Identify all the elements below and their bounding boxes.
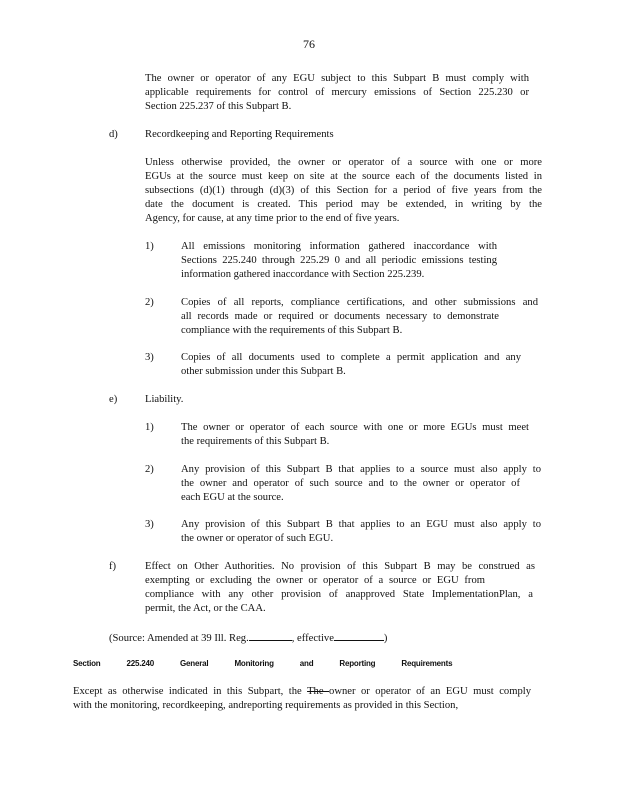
subsection-d-marker: d) bbox=[109, 129, 118, 140]
item-e3-marker: 3) bbox=[145, 519, 154, 530]
text-line: date the document is created. This period may be extended, in writing by the bbox=[145, 199, 542, 210]
text-line: exempting or excluding the owner or operator of a source or EGU from bbox=[145, 575, 485, 586]
text-line: The owner or operator of any EGU subject to this Subpart B must comply with bbox=[145, 73, 529, 84]
text-fragment: owner or operator of an EGU must comply bbox=[329, 686, 532, 697]
text-line: Sections 225.240 through 225.29 0 and all periodic emissions testing bbox=[181, 255, 497, 266]
text-line: compliance with any other provision of anapproved State ImplementationPlan, a bbox=[145, 589, 533, 600]
source-note-middle: , effective bbox=[291, 633, 334, 644]
source-note bbox=[109, 629, 387, 646]
item-e3-text bbox=[181, 518, 541, 546]
text-line: The owner or operator of each source with one or more EGUs must meet bbox=[181, 422, 529, 433]
text-line: Effect on Other Authorities. No provision of this Subpart B may be construed as bbox=[145, 561, 535, 572]
item-e1-marker: 1) bbox=[145, 422, 154, 433]
text-line: the owner or operator of such EGU. bbox=[181, 533, 334, 544]
text-fragment: Except as otherwise indicated in this Subpart, the bbox=[73, 686, 308, 697]
item-e2-marker: 2) bbox=[145, 464, 154, 475]
section-heading-part: Requirements bbox=[401, 659, 453, 668]
text-line: Copies of all documents used to complete a permit application and any bbox=[181, 352, 521, 363]
section-heading-part: Section bbox=[73, 659, 101, 668]
item-d3-text bbox=[181, 351, 521, 379]
intro-paragraph bbox=[145, 72, 529, 114]
text-line: Copies of all reports, compliance certifications, and other submissions and bbox=[181, 297, 538, 308]
item-d1-text bbox=[181, 240, 497, 282]
source-note-prefix: (Source: Amended at 39 Ill. Reg. bbox=[109, 633, 249, 644]
text-line: each EGU at the source. bbox=[181, 492, 284, 503]
source-note-suffix: ) bbox=[383, 633, 388, 644]
text-line bbox=[73, 685, 531, 699]
item-e2-text bbox=[181, 463, 541, 505]
struck-text: The bbox=[307, 686, 330, 697]
text-line: Agency, for cause, at any time prior to the end of five years. bbox=[145, 213, 400, 224]
text-line: subsections (d)(1) through (d)(3) of this Section for a period of five years from the bbox=[145, 185, 542, 196]
text-line: permit, the Act, or the CAA. bbox=[145, 603, 266, 614]
text-line: other submission under this Subpart B. bbox=[181, 366, 346, 377]
text-line: Section 225.237 of this Subpart B. bbox=[145, 101, 292, 112]
text-line: Unless otherwise provided, the owner or operator of a source with one or more bbox=[145, 157, 542, 168]
text-line: Any provision of this Subpart B that applies to a source must also apply to bbox=[181, 464, 541, 475]
item-d1-marker: 1) bbox=[145, 241, 154, 252]
text-line: EGUs at the source must keep on site at the source each of the documents listed in bbox=[145, 171, 542, 182]
text-line: Any provision of this Subpart B that applies to an EGU must also apply to bbox=[181, 519, 541, 530]
subsection-f-text bbox=[145, 560, 535, 616]
section-heading-part: and bbox=[299, 659, 314, 668]
reg-blank bbox=[249, 629, 292, 641]
section-heading-part: Monitoring bbox=[234, 659, 274, 668]
subsection-d-heading: Recordkeeping and Reporting Requirements bbox=[145, 129, 334, 140]
subsection-d-paragraph bbox=[145, 156, 542, 226]
item-d2-text bbox=[181, 296, 538, 338]
item-e1-text bbox=[181, 421, 529, 449]
section-heading-part: Reporting bbox=[339, 659, 376, 668]
text-line: the owner and operator of such source and to the owner or operator of bbox=[181, 478, 520, 489]
page-number: 76 bbox=[303, 37, 315, 51]
text-line: with the monitoring, recordkeeping, andreporting requirements as provided in this Section, bbox=[73, 700, 459, 711]
section-heading-part: 225.240 bbox=[126, 659, 155, 668]
subsection-e-marker: e) bbox=[109, 394, 118, 405]
subsection-e-heading: Liability. bbox=[145, 394, 184, 405]
section-heading-part: General bbox=[180, 659, 209, 668]
text-line: all records made or required or documents necessary to demonstrate bbox=[181, 311, 499, 322]
item-d3-marker: 3) bbox=[145, 352, 154, 363]
final-paragraph bbox=[73, 685, 531, 713]
text-line: compliance with the requirements of this Subpart B. bbox=[181, 325, 403, 336]
section-heading bbox=[73, 658, 478, 670]
effective-date-blank bbox=[334, 629, 384, 641]
text-line: All emissions monitoring information gathered inaccordance with bbox=[181, 241, 497, 252]
text-line: applicable requirements for control of mercury emissions of Section 225.230 or bbox=[145, 87, 529, 98]
text-line: the requirements of this Subpart B. bbox=[181, 436, 330, 447]
item-d2-marker: 2) bbox=[145, 297, 154, 308]
text-line: information gathered inaccordance with Section 225.239. bbox=[181, 269, 425, 280]
subsection-f-marker: f) bbox=[109, 561, 117, 572]
